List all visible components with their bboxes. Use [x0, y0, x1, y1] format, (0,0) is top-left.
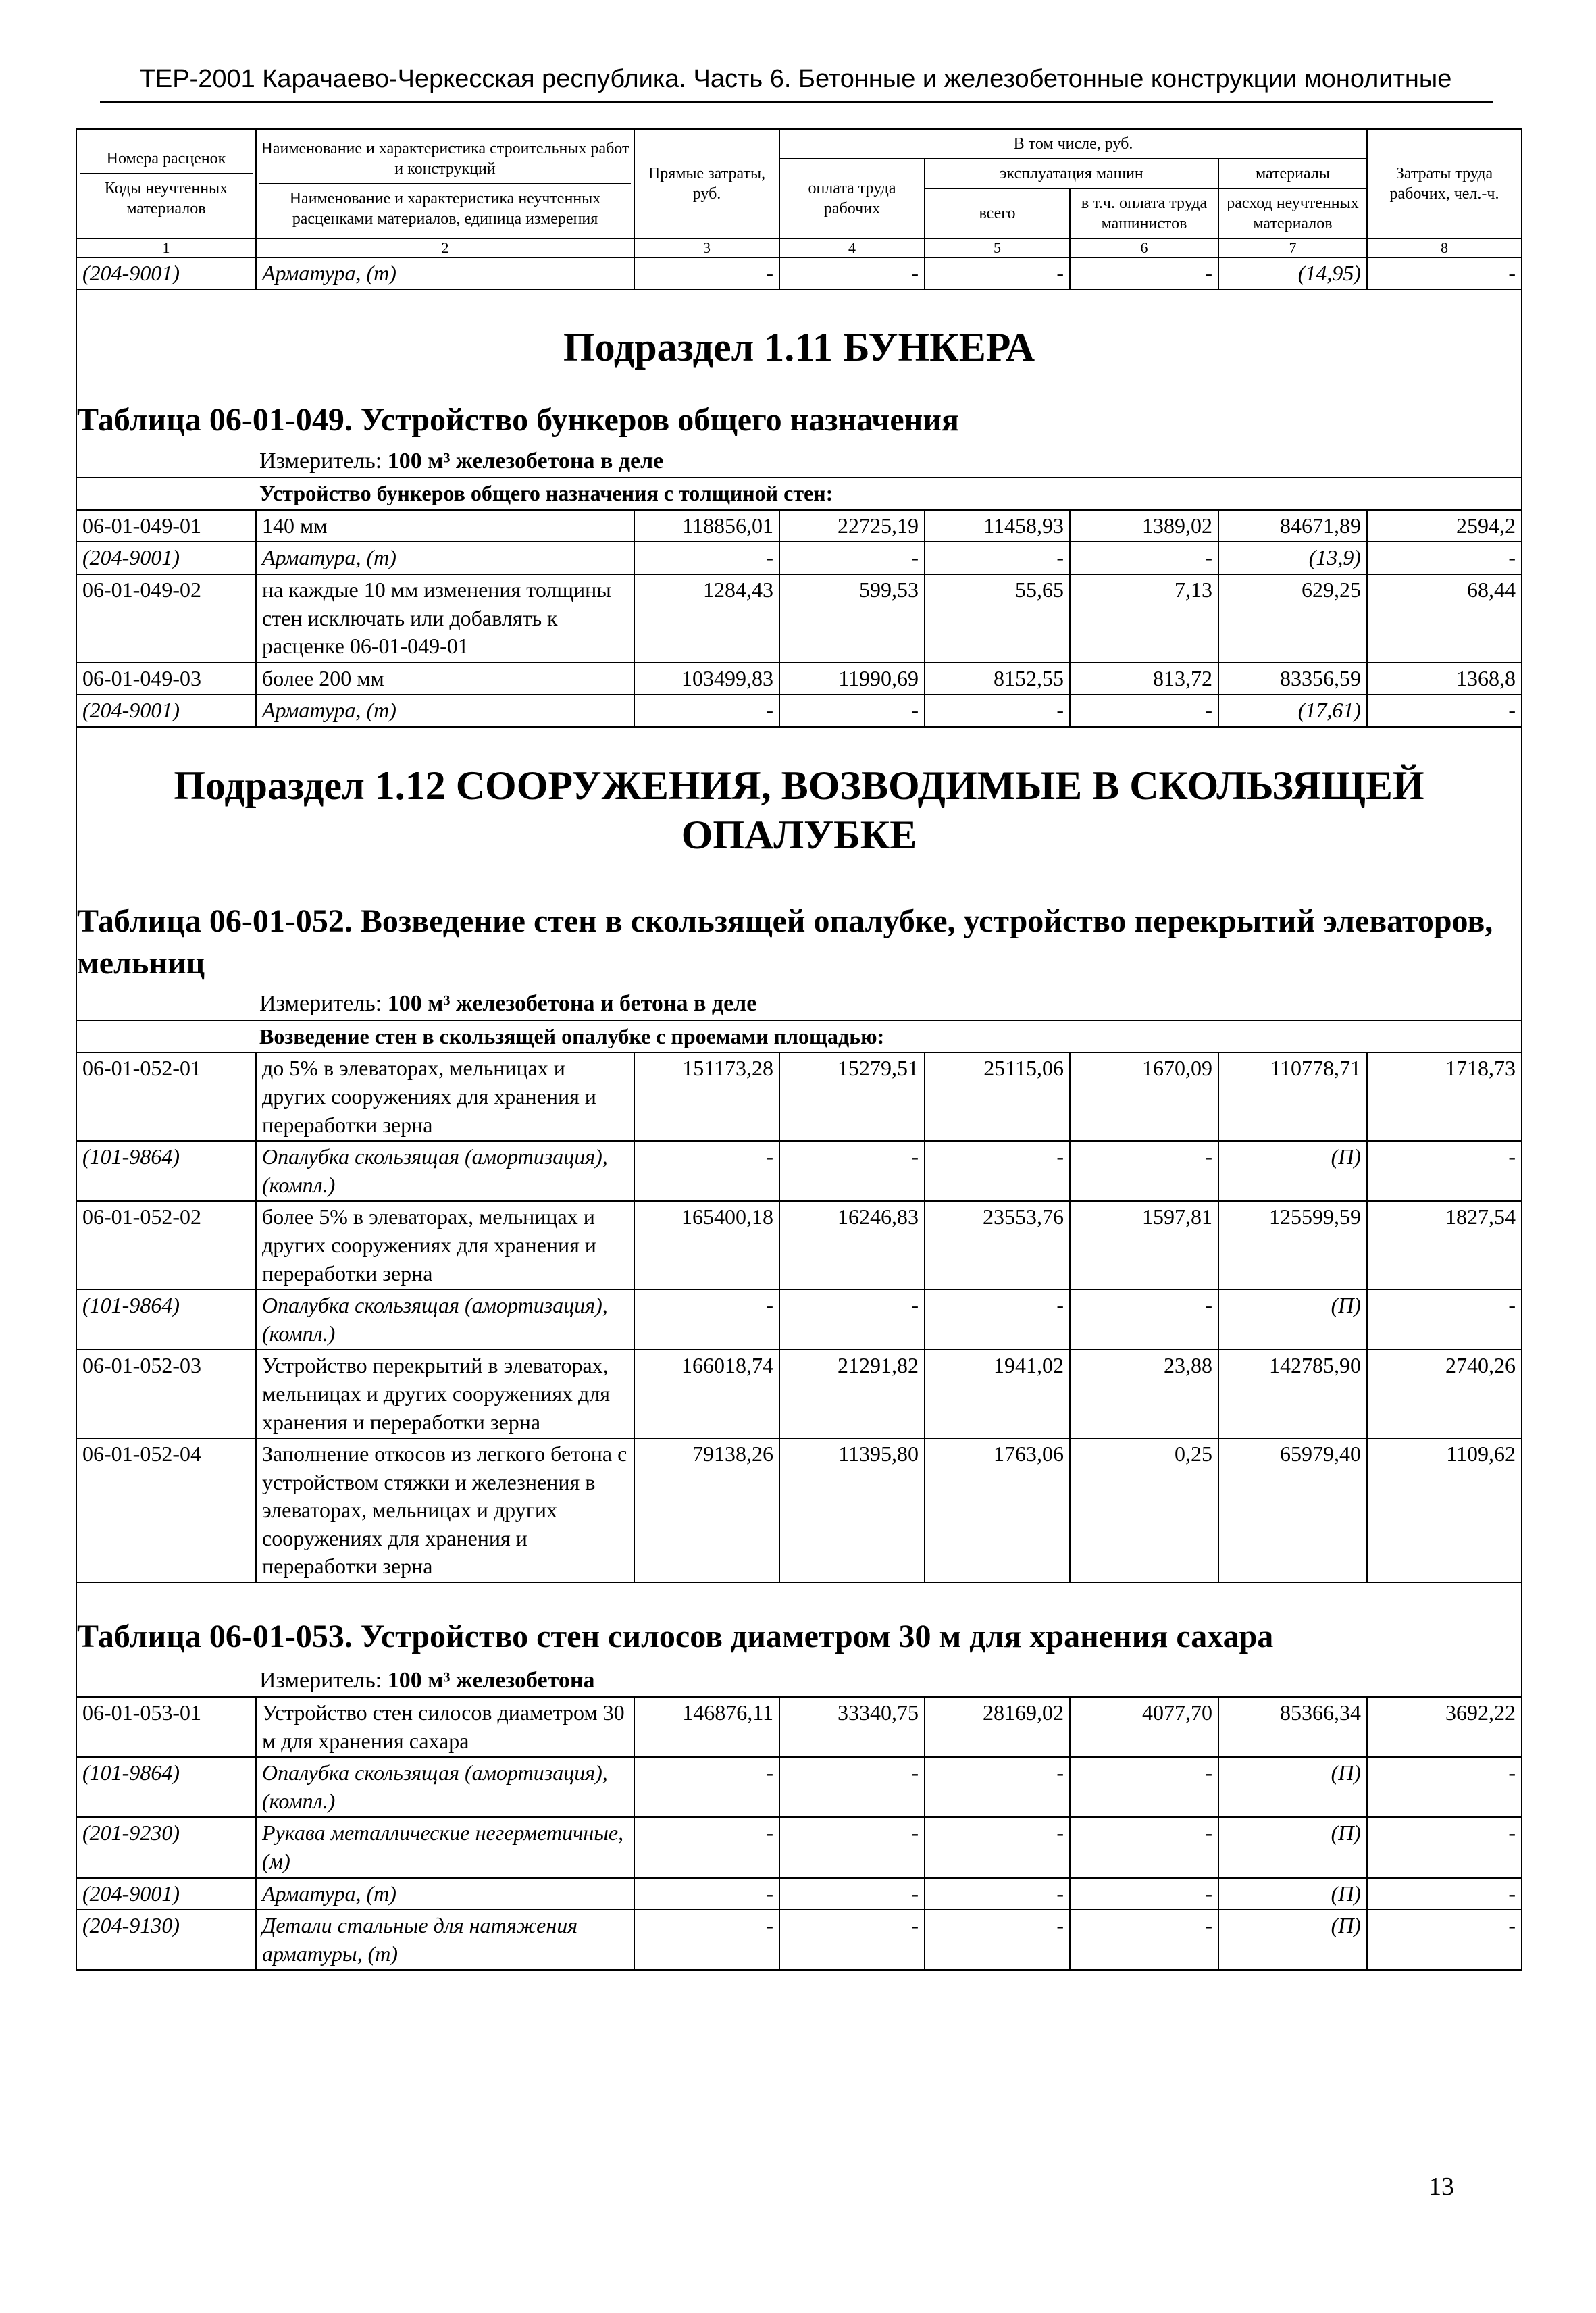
header-rate-numbers-label: Номера расценок [106, 150, 226, 168]
row-labor-pay: - [779, 542, 925, 574]
column-numbers-row [76, 238, 1522, 257]
column-number: 4 [779, 238, 925, 257]
row-materials: 85366,34 [1218, 1697, 1367, 1757]
row-labor-cost: - [1367, 257, 1522, 290]
header-divider [80, 173, 253, 174]
row-direct-costs: - [634, 1878, 779, 1910]
row-direct-costs: 165400,18 [634, 1201, 779, 1290]
row-machines-total: - [925, 694, 1070, 727]
row-machinists-pay: 1670,09 [1070, 1052, 1218, 1141]
row-labor-cost: 68,44 [1367, 574, 1522, 663]
row-labor-pay: - [779, 257, 925, 290]
header-direct-costs: Прямые затраты, руб. [634, 129, 779, 238]
header-rate-numbers [76, 129, 256, 238]
row-name: Опалубка скользящая (амортизация), (компл.) [256, 1757, 634, 1817]
header-in-total: В том числе, руб. [779, 129, 1367, 159]
row-machines-total: - [925, 1757, 1070, 1817]
header-divider [259, 183, 631, 184]
table-row [76, 1910, 1522, 1970]
table-meter [77, 1664, 1521, 1697]
row-code: 06-01-049-01 [76, 510, 256, 542]
row-labor-pay: 21291,82 [779, 1350, 925, 1438]
column-number: 3 [634, 238, 779, 257]
row-machines-total: 1763,06 [925, 1438, 1070, 1583]
row-labor-cost: - [1367, 542, 1522, 574]
row-code: 06-01-052-03 [76, 1350, 256, 1438]
table-row [76, 542, 1522, 574]
row-labor-pay: - [779, 1757, 925, 1817]
header-labor-cost: Затраты труда рабочих, чел.-ч. [1367, 129, 1522, 238]
row-machines-total: - [925, 1817, 1070, 1877]
row-code: (204-9130) [76, 1910, 256, 1970]
column-number: 5 [925, 238, 1070, 257]
row-machines-total: 55,65 [925, 574, 1070, 663]
price-table [76, 128, 1522, 1971]
row-labor-pay: - [779, 1290, 925, 1350]
meter-label: Измеритель: [259, 991, 382, 1017]
row-labor-cost: - [1367, 1910, 1522, 1970]
row-materials: (П) [1218, 1757, 1367, 1817]
row-code: (204-9001) [76, 694, 256, 727]
table-row [76, 1878, 1522, 1910]
row-machines-total: - [925, 542, 1070, 574]
row-materials: (П) [1218, 1817, 1367, 1877]
row-materials: (П) [1218, 1290, 1367, 1350]
subgroup-title: Возведение стен в скользящей опалубке с проемами площадью: [259, 1023, 885, 1048]
table-row [76, 1141, 1522, 1201]
header-machinists-pay: в т.ч. оплата труда машинистов [1070, 188, 1218, 238]
table-meter [77, 445, 1521, 478]
row-labor-cost: - [1367, 1757, 1522, 1817]
row-labor-cost: - [1367, 1141, 1522, 1201]
section-block [76, 1583, 1522, 1697]
row-materials: 84671,89 [1218, 510, 1367, 542]
row-materials: (17,61) [1218, 694, 1367, 727]
row-labor-pay: 16246,83 [779, 1201, 925, 1290]
row-materials: (13,9) [1218, 542, 1367, 574]
row-materials: 142785,90 [1218, 1350, 1367, 1438]
row-direct-costs: 118856,01 [634, 510, 779, 542]
row-name: Рукава металлические негерметичные, (м) [256, 1817, 634, 1877]
row-machinists-pay: - [1070, 1141, 1218, 1201]
row-machines-total: - [925, 257, 1070, 290]
row-name: на каждые 10 мм изменения толщины стен исключать или добавлять к расценке 06-01-049-01 [256, 574, 634, 663]
meter-label: Измеритель: [259, 1667, 382, 1693]
row-machinists-pay: - [1070, 1878, 1218, 1910]
table-row [76, 1052, 1522, 1141]
row-direct-costs: 1284,43 [634, 574, 779, 663]
row-labor-pay: 599,53 [779, 574, 925, 663]
table-row [76, 694, 1522, 727]
row-labor-cost: 2594,2 [1367, 510, 1522, 542]
table-row [76, 1201, 1522, 1290]
header-work-name [256, 129, 634, 238]
table-title: Таблица 06-01-053. Устройство стен силосов диаметром 30 м для хранения сахара [77, 1619, 1274, 1655]
row-labor-cost: 1368,8 [1367, 663, 1522, 695]
table-row [76, 663, 1522, 695]
row-code: 06-01-052-02 [76, 1201, 256, 1290]
header-work-name-label: Наименование и характеристика строительных работ и конструкций [261, 140, 629, 178]
row-direct-costs: 151173,28 [634, 1052, 779, 1141]
row-code: (204-9001) [76, 1878, 256, 1910]
row-machines-total: - [925, 1141, 1070, 1201]
row-labor-cost: - [1367, 694, 1522, 727]
meter-value: 100 м³ железобетона в деле [387, 448, 664, 474]
row-labor-cost: 1827,54 [1367, 1201, 1522, 1290]
row-materials: 110778,71 [1218, 1052, 1367, 1141]
row-labor-pay: - [779, 694, 925, 727]
row-materials: 125599,59 [1218, 1201, 1367, 1290]
row-name: более 5% в элеваторах, мельницах и других сооружениях для хранения и переработки зерна [256, 1201, 634, 1290]
row-direct-costs: - [634, 1910, 779, 1970]
row-machinists-pay: 1389,02 [1070, 510, 1218, 542]
table-row [76, 1350, 1522, 1438]
row-name: Устройство стен силосов диаметром 30 м для хранения сахара [256, 1697, 634, 1757]
row-machines-total: - [925, 1910, 1070, 1970]
row-machinists-pay: - [1070, 1757, 1218, 1817]
table-meter [77, 988, 1521, 1020]
row-name: до 5% в элеваторах, мельницах и других сооружениях для хранения и переработки зерна [256, 1052, 634, 1141]
column-number: 6 [1070, 238, 1218, 257]
header-rule [100, 101, 1493, 103]
row-direct-costs: 79138,26 [634, 1438, 779, 1583]
meter-value: 100 м³ железобетона и бетона в деле [387, 991, 757, 1017]
header-materials: материалы [1218, 159, 1367, 188]
section-block [76, 727, 1522, 1021]
section-title: Подраздел 1.11 БУНКЕРА [563, 324, 1035, 370]
row-materials: 629,25 [1218, 574, 1367, 663]
header-material-name-label: Наименование и характеристика неучтенных расценками материалов, единица измерения [289, 190, 601, 228]
row-name: более 200 мм [256, 663, 634, 695]
table-row [76, 1438, 1522, 1583]
row-labor-cost: - [1367, 1290, 1522, 1350]
column-number: 1 [76, 238, 256, 257]
row-machinists-pay: - [1070, 1910, 1218, 1970]
table-title: Таблица 06-01-049. Устройство бункеров общего назначения [77, 402, 959, 438]
row-materials: (П) [1218, 1910, 1367, 1970]
row-labor-pay: 15279,51 [779, 1052, 925, 1141]
row-machinists-pay: 1597,81 [1070, 1201, 1218, 1290]
row-direct-costs: 166018,74 [634, 1350, 779, 1438]
meter-value: 100 м³ железобетона [387, 1667, 595, 1693]
table-row [76, 1757, 1522, 1817]
row-machinists-pay: 813,72 [1070, 663, 1218, 695]
table-row [76, 1290, 1522, 1350]
row-labor-cost: 3692,22 [1367, 1697, 1522, 1757]
row-direct-costs: - [634, 1141, 779, 1201]
row-machinists-pay: - [1070, 257, 1218, 290]
row-labor-pay: - [779, 1817, 925, 1877]
table-row [76, 257, 1522, 290]
row-machinists-pay: - [1070, 1817, 1218, 1877]
column-number: 8 [1367, 238, 1522, 257]
row-machinists-pay: 7,13 [1070, 574, 1218, 663]
column-number: 2 [256, 238, 634, 257]
running-header: ТЕР-2001 Карачаево-Черкесская республика. Часть 6. Бетонные и железобетонные конструкции монолитные [139, 65, 1452, 93]
row-materials: 65979,40 [1218, 1438, 1367, 1583]
table-title: Таблица 06-01-052. Возведение стен в скользящей опалубке, устройство перекрытий элеваторов, мельниц [77, 903, 1493, 981]
row-code: (101-9864) [76, 1290, 256, 1350]
header-machines: эксплуатация машин [925, 159, 1218, 188]
row-machines-total: - [925, 1878, 1070, 1910]
row-code: 06-01-052-01 [76, 1052, 256, 1141]
row-labor-cost: 2740,26 [1367, 1350, 1522, 1438]
header-materials-expense: расход неучтенных материалов [1218, 188, 1367, 238]
row-direct-costs: - [634, 694, 779, 727]
row-direct-costs: 146876,11 [634, 1697, 779, 1757]
row-name: Опалубка скользящая (амортизация), (компл.) [256, 1141, 634, 1201]
row-code: (101-9864) [76, 1757, 256, 1817]
section-title: Подраздел 1.12 СООРУЖЕНИЯ, ВОЗВОДИМЫЕ В СКОЛЬЗЯЩЕЙ ОПАЛУБКЕ [174, 763, 1424, 858]
row-labor-pay: 11395,80 [779, 1438, 925, 1583]
row-labor-pay: - [779, 1878, 925, 1910]
row-machinists-pay: - [1070, 542, 1218, 574]
row-code: (201-9230) [76, 1817, 256, 1877]
row-machines-total: 8152,55 [925, 663, 1070, 695]
subgroup-title: Устройство бункеров общего назначения с толщиной стен: [259, 481, 833, 506]
row-machines-total: 28169,02 [925, 1697, 1070, 1757]
row-direct-costs: - [634, 1290, 779, 1350]
page-number: 13 [1428, 2172, 1454, 2201]
row-direct-costs: - [634, 257, 779, 290]
header-material-codes-label: Коды неучтенных материалов [104, 180, 228, 218]
row-code: (204-9001) [76, 257, 256, 290]
table-row [76, 1817, 1522, 1877]
row-materials: (П) [1218, 1141, 1367, 1201]
row-direct-costs: 103499,83 [634, 663, 779, 695]
row-materials: (П) [1218, 1878, 1367, 1910]
row-machinists-pay: - [1070, 694, 1218, 727]
row-machines-total: 11458,93 [925, 510, 1070, 542]
row-name: 140 мм [256, 510, 634, 542]
row-labor-cost: - [1367, 1817, 1522, 1877]
row-code: (101-9864) [76, 1141, 256, 1201]
row-labor-cost: 1718,73 [1367, 1052, 1522, 1141]
row-labor-pay: - [779, 1141, 925, 1201]
subgroup-row [76, 478, 1522, 510]
row-name: Арматура, (т) [256, 257, 634, 290]
table-row [76, 574, 1522, 663]
row-name: Заполнение откосов из легкого бетона с устройством стяжки и железнения в элеваторах, мельницах и других сооружениях для хранения и переработки зерна [256, 1438, 634, 1583]
row-machinists-pay: 4077,70 [1070, 1697, 1218, 1757]
row-code: 06-01-049-03 [76, 663, 256, 695]
table-row [76, 1697, 1522, 1757]
row-name: Детали стальные для натяжения арматуры, (т) [256, 1910, 634, 1970]
row-name: Арматура, (т) [256, 1878, 634, 1910]
row-code: 06-01-049-02 [76, 574, 256, 663]
section-block [76, 290, 1522, 478]
row-machines-total: 1941,02 [925, 1350, 1070, 1438]
row-labor-cost: 1109,62 [1367, 1438, 1522, 1583]
meter-label: Измеритель: [259, 448, 382, 474]
row-labor-pay: 11990,69 [779, 663, 925, 695]
subgroup-row [76, 1021, 1522, 1053]
row-labor-pay: 33340,75 [779, 1697, 925, 1757]
column-number: 7 [1218, 238, 1367, 257]
table-row [76, 510, 1522, 542]
row-machines-total: 23553,76 [925, 1201, 1070, 1290]
row-name: Арматура, (т) [256, 542, 634, 574]
row-labor-pay: 22725,19 [779, 510, 925, 542]
row-code: 06-01-053-01 [76, 1697, 256, 1757]
row-labor-pay: - [779, 1910, 925, 1970]
header-row-1 [76, 129, 1522, 159]
row-direct-costs: - [634, 542, 779, 574]
row-name: Опалубка скользящая (амортизация), (компл.) [256, 1290, 634, 1350]
row-code: 06-01-052-04 [76, 1438, 256, 1583]
row-name: Арматура, (т) [256, 694, 634, 727]
header-labor-pay: оплата труда рабочих [779, 159, 925, 238]
row-direct-costs: - [634, 1817, 779, 1877]
row-materials: (14,95) [1218, 257, 1367, 290]
header-machines-total: всего [925, 188, 1070, 238]
row-materials: 83356,59 [1218, 663, 1367, 695]
row-machinists-pay: - [1070, 1290, 1218, 1350]
row-direct-costs: - [634, 1757, 779, 1817]
row-machines-total: - [925, 1290, 1070, 1350]
row-machinists-pay: 0,25 [1070, 1438, 1218, 1583]
row-name: Устройство перекрытий в элеваторах, мельницах и других сооружениях для хранения и переработки зерна [256, 1350, 634, 1438]
row-machinists-pay: 23,88 [1070, 1350, 1218, 1438]
row-labor-cost: - [1367, 1878, 1522, 1910]
row-code: (204-9001) [76, 542, 256, 574]
row-machines-total: 25115,06 [925, 1052, 1070, 1141]
